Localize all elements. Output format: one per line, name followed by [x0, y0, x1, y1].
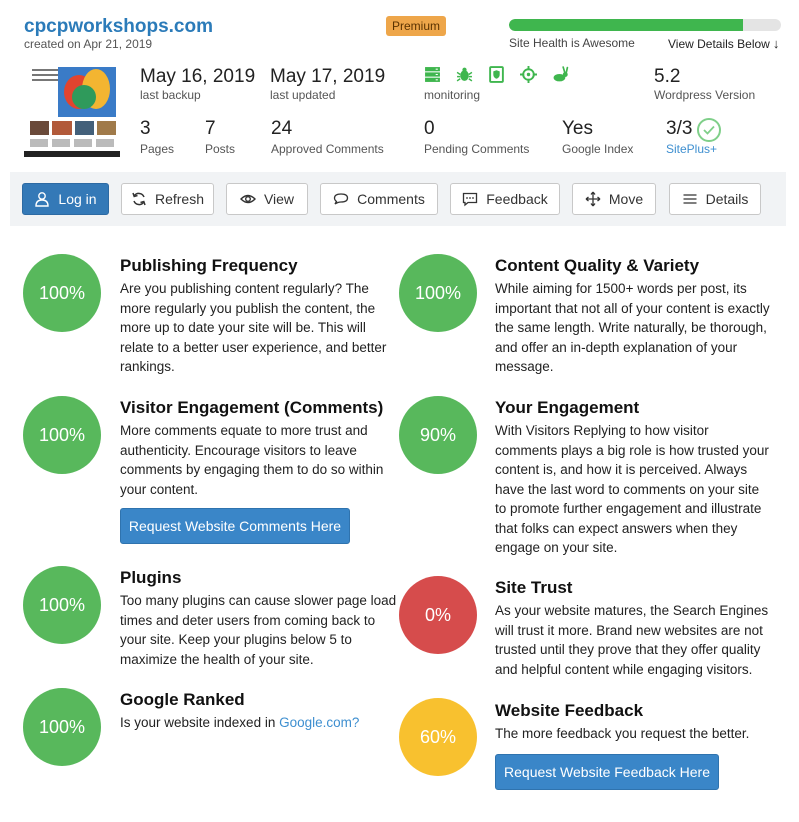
- site-created-date: created on Apr 21, 2019: [24, 37, 153, 51]
- feedback-button[interactable]: [450, 183, 560, 215]
- plugins-score-circle: 100%: [23, 566, 101, 644]
- wordpress-version: 5.2: [654, 66, 681, 87]
- last-updated-date: May 17, 2019: [270, 66, 386, 87]
- view-button[interactable]: [226, 183, 308, 215]
- move-button[interactable]: [572, 183, 656, 215]
- request-comments-button[interactable]: Request Website Comments Here: [120, 508, 350, 544]
- refresh-label: Refresh: [154, 191, 205, 207]
- plugins-title: Plugins: [120, 568, 182, 587]
- view-label: View: [263, 191, 295, 207]
- user-icon: [34, 191, 50, 207]
- server-icon[interactable]: [424, 66, 441, 83]
- website-feedback-score-circle: 60%: [399, 698, 477, 776]
- visitor-engagement-description: More comments equate to more trust and authenticity. Encourage visitors to leave comments by engaging them to do so within your content.: [120, 423, 384, 497]
- menu-lines-icon: [682, 191, 698, 207]
- approved-comments-count: 24: [271, 118, 293, 139]
- login-label: Log in: [58, 191, 97, 207]
- eye-icon: [240, 191, 256, 207]
- arrow-down-icon: ↓: [772, 36, 780, 51]
- comment-icon: [333, 191, 349, 207]
- website-feedback-title: Website Feedback: [495, 701, 644, 720]
- visitor-engagement-title: Visitor Engagement (Comments): [120, 398, 384, 417]
- last-updated-label: last updated: [270, 88, 336, 102]
- comments-button[interactable]: [320, 183, 438, 215]
- siteplus-value: 3/3: [666, 118, 693, 139]
- plugins-description: Too many plugins can cause slower page load times and deter users from coming back to your site. Keep your plugins below 5 to maximize the health of your site.: [120, 593, 397, 667]
- bug-icon[interactable]: [456, 66, 473, 83]
- google-index-label: Google Index: [562, 142, 634, 156]
- your-engagement-title: Your Engagement: [495, 398, 640, 417]
- view-details-label: View Details Below: [668, 37, 770, 51]
- content-quality-title: Content Quality & Variety: [495, 256, 700, 275]
- refresh-icon: [131, 191, 147, 207]
- pages-count: 3: [140, 118, 151, 139]
- your-engagement-score-circle: 90%: [399, 396, 477, 474]
- site-health-text: Site Health is Awesome: [509, 36, 635, 50]
- pages-label: Pages: [140, 142, 175, 156]
- move-icon: [585, 191, 601, 207]
- posts-label: Posts: [205, 142, 236, 156]
- visitor-engagement-score-circle: 100%: [23, 396, 101, 474]
- google-ranked-text: Is your website indexed in: [120, 715, 276, 730]
- comments-label: Comments: [357, 191, 425, 207]
- publishing-title: Publishing Frequency: [120, 256, 298, 275]
- google-link[interactable]: Google.com?: [279, 715, 360, 730]
- shield-icon[interactable]: [488, 66, 505, 83]
- your-engagement-description: With Visitors Replying to how visitor comments plays a big role is how trusted your content is, and how it is perceived. Always have the last word to comments on your site to promote further engagement and illustrate that folks can expect answers when they engage on your site.: [495, 423, 769, 555]
- view-details-link[interactable]: [668, 36, 779, 51]
- content-quality-score-circle: 100%: [399, 254, 477, 332]
- monitoring-label: monitoring: [424, 88, 481, 102]
- approved-comments-label: Approved Comments: [271, 142, 384, 156]
- feedback-icon: [462, 191, 478, 207]
- site-trust-description: As your website matures, the Search Engines will trust it more. Brand new websites are not trusted until they prove that they offer quality and helpful content while engaging visitors.: [495, 603, 769, 677]
- last-backup-label: last backup: [140, 88, 201, 102]
- website-feedback-description: The more feedback you request the better.: [495, 726, 750, 741]
- pending-comments-label: Pending Comments: [424, 142, 530, 156]
- rabbit-icon[interactable]: [552, 66, 569, 83]
- siteplus-link[interactable]: SitePlus+: [666, 142, 718, 156]
- request-feedback-button[interactable]: Request Website Feedback Here: [495, 754, 719, 790]
- google-ranked-score-circle: 100%: [23, 688, 101, 766]
- publishing-score-circle: 100%: [23, 254, 101, 332]
- site-trust-title: Site Trust: [495, 578, 573, 597]
- site-title[interactable]: cpcpworkshops.com: [24, 16, 213, 37]
- site-trust-score-circle: 0%: [399, 576, 477, 654]
- google-ranked-title: Google Ranked: [120, 690, 245, 709]
- site-thumbnail[interactable]: [24, 61, 120, 157]
- check-circle-icon: [697, 118, 721, 142]
- login-button[interactable]: [22, 183, 109, 215]
- target-icon[interactable]: [520, 66, 537, 83]
- details-button[interactable]: [669, 183, 761, 215]
- move-label: Move: [608, 191, 644, 207]
- posts-count: 7: [205, 118, 216, 139]
- details-label: Details: [705, 191, 749, 207]
- google-ranked-description: [120, 713, 390, 733]
- content-quality-description: While aiming for 1500+ words per post, its important that not all of your content is exactly the same length. Write naturally, be thorough, and offer an in-depth explanation of your message.: [495, 281, 770, 374]
- publishing-description: Are you publishing content regularly? The more regularly you publish the content, the more up to date your site will be. This will relate to a better user experience, and better rankings.: [120, 281, 387, 374]
- wordpress-version-label: Wordpress Version: [654, 88, 756, 102]
- premium-badge: Premium: [386, 16, 446, 36]
- google-index-value: Yes: [562, 118, 593, 139]
- pending-comments-count: 0: [424, 118, 435, 139]
- feedback-label: Feedback: [486, 191, 548, 207]
- site-health-fill: [509, 19, 743, 31]
- refresh-button[interactable]: [121, 183, 214, 215]
- site-health-bar: [509, 19, 781, 31]
- last-backup-date: May 16, 2019: [140, 66, 256, 87]
- monitoring-icons: [424, 66, 569, 83]
